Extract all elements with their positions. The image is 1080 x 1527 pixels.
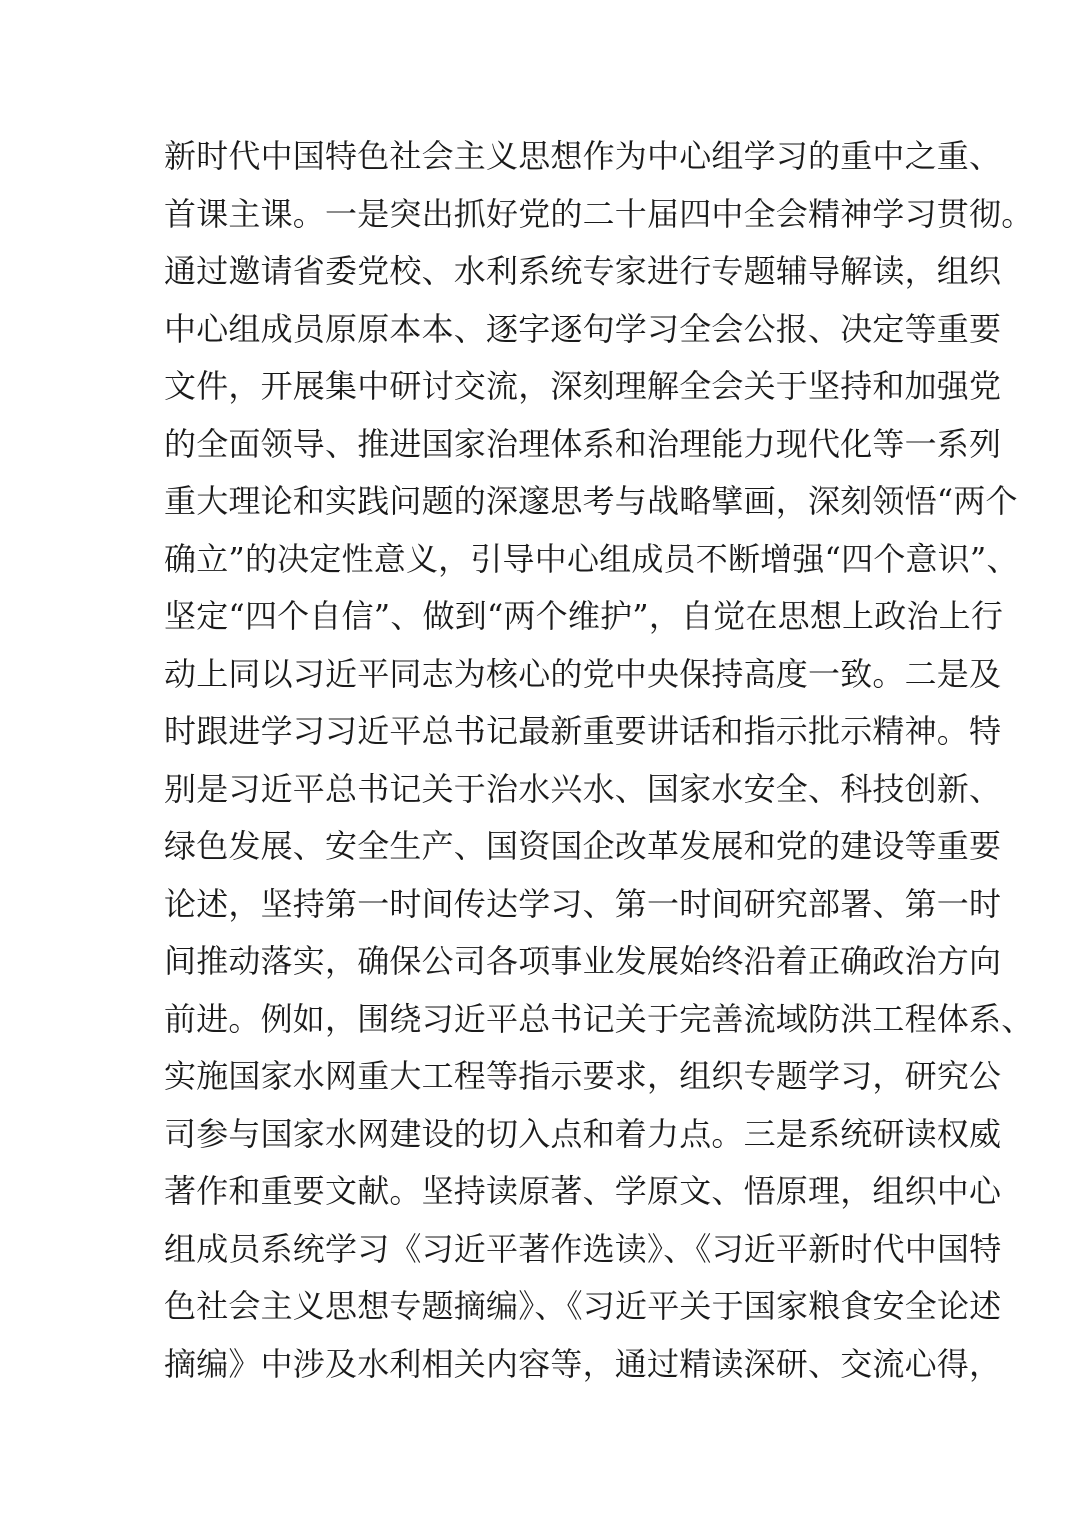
text-line: 色社会主义思想专题摘编》、《习近平关于国家粮食安全论述	[164, 1287, 1002, 1325]
text-line: 首课主课。一是突出抓好党的二十届四中全会精神学习贯彻。	[164, 194, 1034, 233]
text-line: 著作和重要文献。坚持读原著、学原文、悟原理，组织中心	[164, 1172, 1002, 1210]
text-line: 通过邀请省委党校、水利系统专家进行专题辅导解读，组织	[164, 252, 1002, 290]
text-line: 的全面领导、推进国家治理体系和治理能力现代化等一系列	[164, 424, 1002, 463]
text-line: 中心组成员原原本本、逐字逐句学习全会公报、决定等重要	[164, 309, 1002, 348]
text-line: 论述，坚持第一时间传达学习、第一时间研究部署、第一时	[164, 884, 1002, 923]
text-line: 坚定“四个自信”、做到“两个维护”，自觉在思想上政治上行	[164, 597, 1004, 635]
text-line: 摘编》中涉及水利相关内容等，通过精读深研、交流心得，	[164, 1344, 1002, 1383]
text-line: 新时代中国特色社会主义思想作为中心组学习的重中之重、	[164, 137, 1002, 175]
text-line: 间推动落实，确保公司各项事业发展始终沿着正确政治方向	[164, 942, 1002, 980]
text-line: 时跟进学习习近平总书记最新重要讲话和指示批示精神。特	[164, 712, 1002, 750]
text-line: 司参与国家水网建设的切入点和着力点。三是系统研读权威	[164, 1114, 1002, 1153]
text-line: 实施国家水网重大工程等指示要求，组织专题学习，研究公	[164, 1057, 1002, 1095]
text-line: 别是习近平总书记关于治水兴水、国家水安全、科技创新、	[164, 769, 1002, 808]
text-line: 组成员系统学习《习近平著作选读》、《习近平新时代中国特	[164, 1229, 1002, 1268]
text-line: 绿色发展、安全生产、国资国企改革发展和党的建设等重要	[164, 827, 1002, 865]
text-line: 动上同以习近平同志为核心的党中央保持高度一致。二是及	[164, 654, 1002, 693]
text-line: 重大理论和实践问题的深邃思考与战略擘画，深刻领悟“两个	[164, 482, 1018, 520]
text-line: 文件，开展集中研讨交流，深刻理解全会关于坚持和加强党	[164, 367, 1002, 405]
document-body	[164, 128, 1034, 1393]
text-line: 前进。例如，围绕习近平总书记关于完善流域防洪工程体系、	[164, 999, 1034, 1038]
text-line: 确立”的决定性意义，引导中心组成员不断增强“四个意识”、	[164, 539, 1019, 578]
